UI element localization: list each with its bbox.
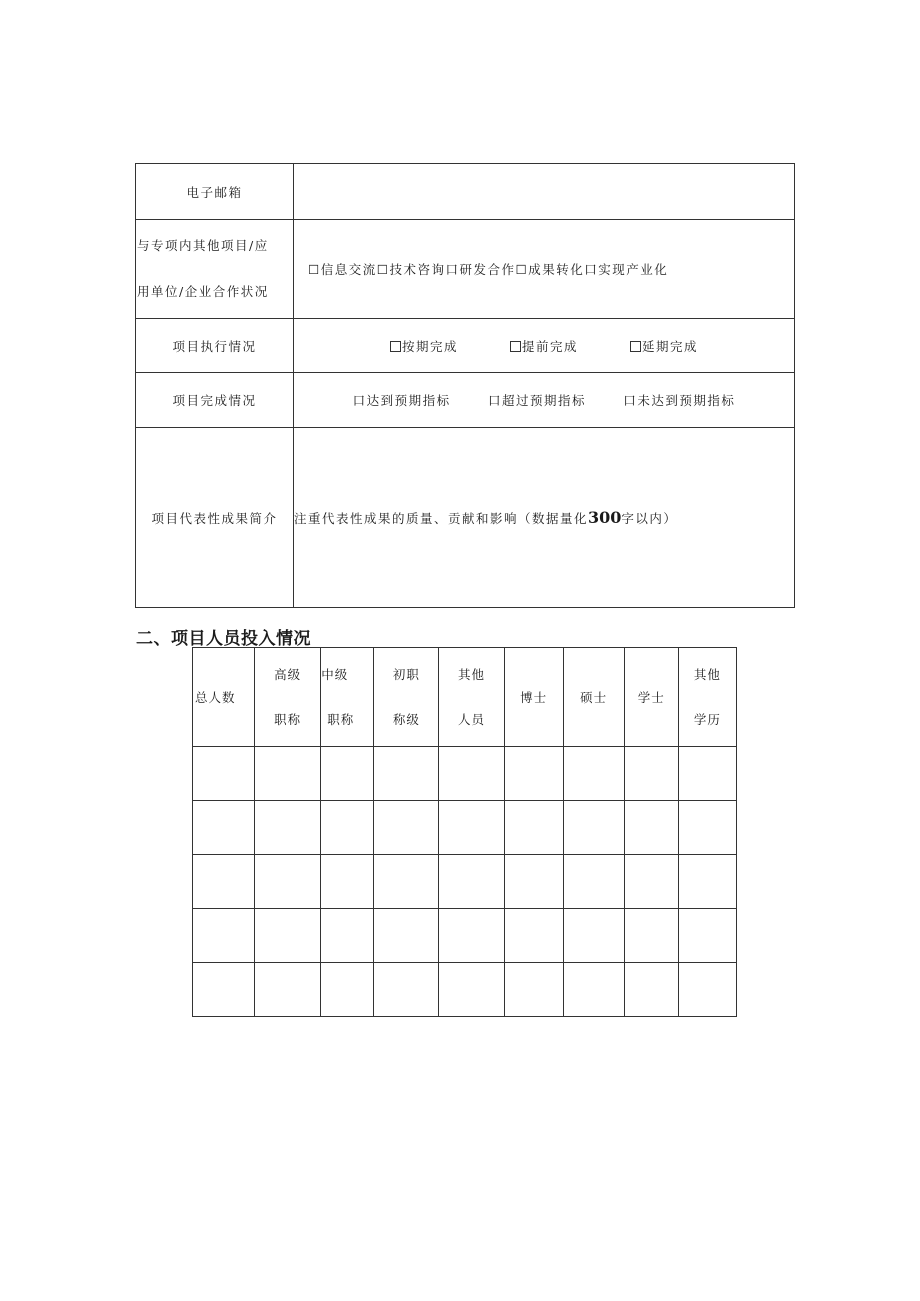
checkbox-icon[interactable]: 口 [445, 262, 460, 277]
table-cell[interactable] [374, 909, 439, 963]
option-label: 达到预期指标 [366, 393, 451, 408]
checkbox-icon[interactable]: ☐ [515, 262, 529, 277]
execution-label: 项目执行情况 [136, 319, 294, 373]
table-cell[interactable] [439, 747, 504, 801]
results-label: 项目代表性成果简介 [136, 428, 294, 608]
option-label: 技术咨询 [389, 262, 446, 277]
checkbox-icon[interactable] [390, 341, 401, 352]
cooperation-option[interactable] [308, 262, 377, 277]
table-cell[interactable] [321, 855, 374, 909]
table-cell[interactable] [563, 855, 624, 909]
completion-option-exceeded[interactable] [488, 391, 586, 409]
email-field[interactable] [294, 164, 795, 220]
email-row [136, 164, 795, 220]
header-line: 学历 [693, 712, 721, 727]
table-cell[interactable] [563, 747, 624, 801]
execution-option-on-time[interactable] [390, 337, 458, 355]
table-cell[interactable] [678, 801, 736, 855]
table-cell[interactable] [255, 747, 321, 801]
table-cell[interactable] [439, 855, 504, 909]
header-line: 中级 [321, 667, 349, 682]
table-cell[interactable] [624, 963, 678, 1017]
completion-label: 项目完成情况 [136, 373, 294, 428]
header-line: 人员 [457, 712, 485, 727]
email-label: 电子邮箱 [136, 164, 294, 220]
table-cell[interactable] [193, 801, 255, 855]
header-doctorate: 博士 [504, 648, 563, 747]
execution-options [294, 319, 795, 373]
cooperation-option[interactable] [516, 262, 585, 277]
checkbox-icon[interactable]: ☐ [376, 262, 390, 277]
completion-row [136, 373, 795, 428]
completion-options [294, 373, 795, 428]
staff-table [192, 647, 737, 1017]
staff-table-header [193, 648, 737, 747]
table-cell[interactable] [193, 909, 255, 963]
completion-option-not-met[interactable] [623, 391, 735, 409]
table-cell[interactable] [624, 855, 678, 909]
table-cell[interactable] [321, 963, 374, 1017]
table-cell[interactable] [321, 747, 374, 801]
cooperation-label [136, 220, 294, 319]
table-cell[interactable] [563, 963, 624, 1017]
checkbox-icon[interactable]: 口 [623, 393, 638, 408]
table-cell[interactable] [374, 963, 439, 1017]
execution-option-delayed[interactable] [630, 337, 698, 355]
table-cell[interactable] [374, 747, 439, 801]
table-cell[interactable] [255, 855, 321, 909]
table-cell[interactable] [563, 801, 624, 855]
header-other-staff [439, 648, 504, 747]
table-cell[interactable] [504, 909, 563, 963]
checkbox-icon[interactable]: ☐ [308, 262, 321, 277]
header-senior-title [255, 648, 321, 747]
cooperation-option[interactable] [377, 262, 446, 277]
header-line: 初职 [392, 667, 420, 682]
table-cell[interactable] [321, 909, 374, 963]
header-masters: 硕士 [563, 648, 624, 747]
cooperation-option[interactable] [445, 262, 515, 277]
results-hint [294, 508, 678, 527]
table-cell[interactable] [439, 909, 504, 963]
checkbox-icon[interactable]: 口 [487, 393, 502, 408]
option-label: 未达到预期指标 [637, 393, 736, 408]
option-label: 实现产业化 [598, 262, 669, 277]
section-title: 二、项目人员投入情况 [136, 629, 311, 649]
header-mid-title [321, 648, 374, 747]
completion-option-met[interactable] [353, 391, 451, 409]
table-cell[interactable] [504, 855, 563, 909]
option-label: 成果转化 [528, 262, 585, 277]
table-cell[interactable] [678, 747, 736, 801]
checkbox-icon[interactable] [630, 341, 641, 352]
table-cell[interactable] [321, 801, 374, 855]
option-label: 超过预期指标 [501, 393, 586, 408]
header-junior-title [374, 648, 439, 747]
table-cell[interactable] [563, 909, 624, 963]
results-hint-tail: 字以内） [621, 511, 678, 526]
table-cell[interactable] [193, 855, 255, 909]
table-cell[interactable] [624, 747, 678, 801]
checkbox-icon[interactable]: 口 [352, 393, 367, 408]
header-line: 其他 [693, 667, 721, 682]
results-word-limit: 300 [588, 508, 622, 527]
table-cell[interactable] [624, 909, 678, 963]
table-cell[interactable] [255, 801, 321, 855]
table-cell[interactable] [255, 963, 321, 1017]
header-bachelors: 学士 [624, 648, 678, 747]
table-cell[interactable] [255, 909, 321, 963]
checkbox-icon[interactable] [510, 341, 521, 352]
header-line: 高级 [274, 667, 302, 682]
header-other-degree [678, 648, 736, 747]
cooperation-options [294, 220, 795, 319]
results-hint-text: 注重代表性成果的质量、贡献和影响（数据量化 [294, 511, 589, 526]
table-cell[interactable] [504, 801, 563, 855]
results-field[interactable] [294, 428, 795, 608]
cooperation-label-line2: 用单位/企业合作状况 [137, 284, 269, 299]
execution-option-early[interactable] [510, 337, 578, 355]
table-row [193, 963, 737, 1017]
table-cell[interactable] [678, 909, 736, 963]
table-cell[interactable] [374, 855, 439, 909]
table-cell[interactable] [678, 855, 736, 909]
results-row [136, 428, 795, 608]
execution-row [136, 319, 795, 373]
table-cell[interactable] [193, 747, 255, 801]
cooperation-label-line1: 与专项内其他项目/应 [137, 238, 269, 253]
table-cell[interactable] [624, 801, 678, 855]
project-info-table [135, 163, 795, 608]
table-cell[interactable] [374, 801, 439, 855]
header-line: 称级 [392, 712, 420, 727]
header-total: 总人数 [193, 648, 255, 747]
table-row [193, 909, 737, 963]
header-line: 职称 [327, 712, 355, 727]
table-cell[interactable] [439, 963, 504, 1017]
table-cell[interactable] [678, 963, 736, 1017]
table-cell[interactable] [193, 963, 255, 1017]
header-line: 其他 [457, 667, 485, 682]
option-label: 延期完成 [641, 338, 698, 354]
option-label: 研发合作 [459, 262, 516, 277]
table-cell[interactable] [504, 747, 563, 801]
cooperation-option[interactable] [584, 262, 668, 277]
checkbox-icon[interactable]: 口 [584, 262, 599, 277]
option-label: 提前完成 [521, 338, 578, 354]
header-line: 职称 [274, 712, 302, 727]
option-label: 信息交流 [320, 262, 377, 277]
table-row [193, 855, 737, 909]
cooperation-row [136, 220, 795, 319]
table-row [193, 801, 737, 855]
option-label: 按期完成 [401, 338, 458, 354]
table-row [193, 747, 737, 801]
table-cell[interactable] [439, 801, 504, 855]
table-cell[interactable] [504, 963, 563, 1017]
